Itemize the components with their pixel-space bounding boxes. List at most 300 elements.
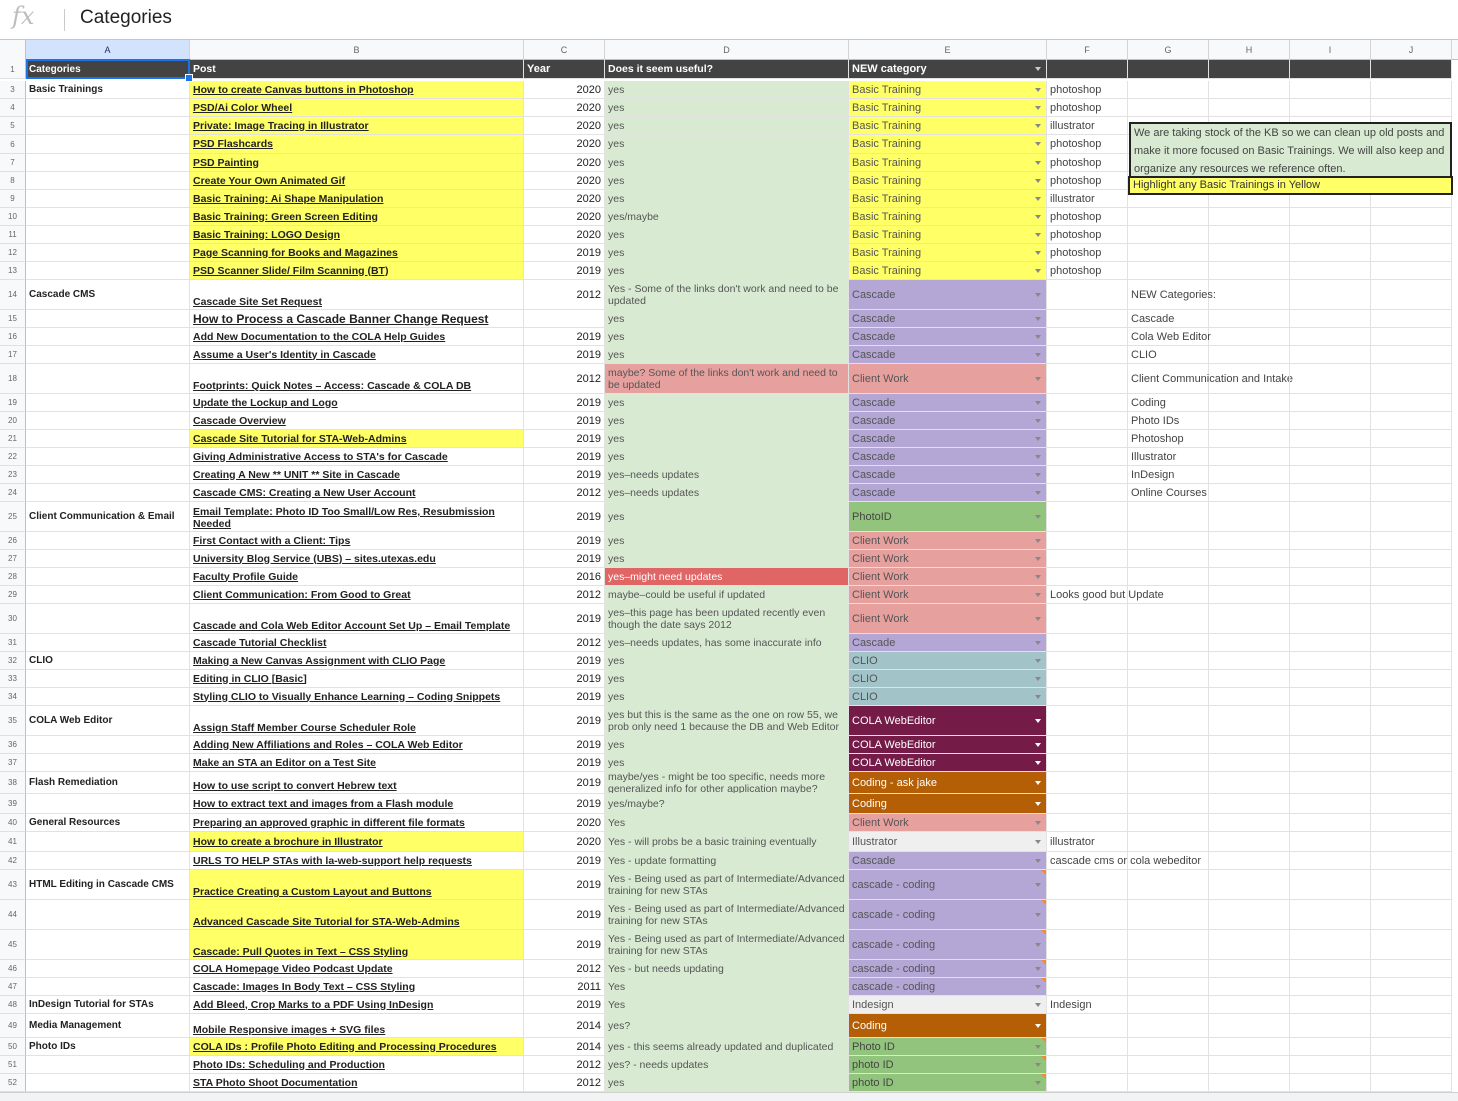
dropdown-arrow-icon[interactable] [1035,593,1041,597]
post-link[interactable]: Basic Training: LOGO Design [193,228,341,241]
post-link-cell[interactable] [190,154,524,172]
post-link-cell[interactable] [190,448,524,466]
year-cell[interactable] [524,81,605,99]
dropdown-arrow-icon[interactable] [1035,1024,1041,1028]
year-cell[interactable] [524,226,605,244]
post-link[interactable]: Create Your Own Animated Gif [193,174,346,187]
empty-cell[interactable] [1371,960,1452,978]
dropdown-arrow-icon[interactable] [1035,1045,1041,1049]
year-cell[interactable] [524,190,605,208]
post-link[interactable]: COLA Homepage Video Podcast Update [193,962,393,975]
category-cell[interactable] [26,772,190,794]
header-cell-empty[interactable] [1128,60,1209,79]
post-link[interactable]: Making a New Canvas Assignment with CLIO Page [193,654,446,667]
category-cell[interactable] [26,190,190,208]
year-cell[interactable] [524,1056,605,1074]
dropdown-arrow-icon[interactable] [1035,913,1041,917]
usefulness-cell[interactable] [605,484,849,502]
usefulness-cell[interactable] [605,208,849,226]
dropdown-arrow-icon[interactable] [1035,802,1041,806]
new-categories-cell[interactable] [1128,412,1209,430]
usefulness-cell[interactable] [605,99,849,117]
category-cell[interactable] [26,960,190,978]
empty-cell[interactable] [1371,99,1452,117]
new-category-dropdown[interactable] [849,484,1047,502]
year-cell[interactable] [524,688,605,706]
row-header[interactable]: 32 [0,652,26,670]
new-categories-cell[interactable] [1128,81,1209,99]
post-link[interactable]: Cascade CMS: Creating a New User Account [193,486,416,499]
post-link-cell[interactable] [190,586,524,604]
empty-cell[interactable] [1209,772,1290,794]
new-categories-cell[interactable] [1128,586,1209,604]
post-link[interactable]: How to use script to convert Hebrew text [193,780,397,792]
new-categories-cell[interactable] [1128,550,1209,568]
empty-cell[interactable] [1290,484,1371,502]
new-categories-cell[interactable] [1128,930,1209,960]
new-category-dropdown[interactable] [849,99,1047,117]
usefulness-cell[interactable] [605,772,849,794]
software-cell[interactable] [1047,484,1128,502]
new-category-dropdown[interactable] [849,208,1047,226]
year-cell[interactable] [524,772,605,794]
year-cell[interactable] [524,550,605,568]
new-category-dropdown[interactable] [849,814,1047,832]
category-cell[interactable] [26,814,190,832]
empty-cell[interactable] [1209,226,1290,244]
dropdown-arrow-icon[interactable] [1035,161,1041,165]
category-cell[interactable] [26,412,190,430]
new-category-dropdown[interactable] [849,706,1047,736]
software-cell[interactable] [1047,670,1128,688]
software-cell[interactable] [1047,900,1128,930]
row-header[interactable]: 41 [0,832,26,852]
year-cell[interactable] [524,346,605,364]
post-link[interactable]: Adding New Affiliations and Roles – COLA Web Editor [193,738,463,751]
empty-cell[interactable] [1371,670,1452,688]
row-header[interactable]: 48 [0,996,26,1014]
dropdown-arrow-icon[interactable] [1035,437,1041,441]
row-header[interactable]: 14 [0,280,26,310]
post-link-cell[interactable] [190,604,524,634]
post-link-cell[interactable] [190,754,524,772]
dropdown-arrow-icon[interactable] [1035,401,1041,405]
empty-cell[interactable] [1290,900,1371,930]
usefulness-cell[interactable] [605,328,849,346]
empty-cell[interactable] [1209,930,1290,960]
row-header[interactable]: 23 [0,466,26,484]
software-cell[interactable] [1047,81,1128,99]
empty-cell[interactable] [1371,81,1452,99]
empty-cell[interactable] [1209,568,1290,586]
post-link[interactable]: University Blog Service (UBS) – sites.utexas.edu [193,552,436,565]
dropdown-arrow-icon[interactable] [1035,695,1041,699]
usefulness-cell[interactable] [605,634,849,652]
new-categories-cell[interactable] [1128,604,1209,634]
category-cell[interactable] [26,550,190,568]
empty-cell[interactable] [1209,870,1290,900]
new-categories-cell[interactable] [1128,1074,1209,1092]
dropdown-arrow-icon[interactable] [1035,985,1041,989]
usefulness-cell[interactable] [605,1038,849,1056]
header-cell-empty[interactable] [1047,60,1128,79]
year-cell[interactable] [524,244,605,262]
year-cell[interactable] [524,930,605,960]
dropdown-arrow-icon[interactable] [1035,491,1041,495]
software-cell[interactable] [1047,930,1128,960]
category-cell[interactable] [26,226,190,244]
row-header[interactable]: 21 [0,430,26,448]
new-categories-cell[interactable] [1128,1056,1209,1074]
empty-cell[interactable] [1371,754,1452,772]
row-header[interactable]: 47 [0,978,26,996]
empty-cell[interactable] [1209,736,1290,754]
category-cell[interactable] [26,652,190,670]
post-link[interactable]: Styling CLIO to Visually Enhance Learning – Coding Snippets [193,690,501,703]
new-category-dropdown[interactable] [849,81,1047,99]
category-cell[interactable] [26,670,190,688]
row-header[interactable]: 42 [0,852,26,870]
category-cell[interactable] [26,996,190,1014]
post-link-cell[interactable] [190,900,524,930]
post-link[interactable]: STA Photo Shoot Documentation [193,1076,358,1089]
empty-cell[interactable] [1290,688,1371,706]
column-header-i[interactable]: I [1290,40,1371,60]
new-category-dropdown[interactable] [849,466,1047,484]
dropdown-arrow-icon[interactable] [1035,142,1041,146]
empty-cell[interactable] [1209,978,1290,996]
row-header[interactable]: 29 [0,586,26,604]
usefulness-cell[interactable] [605,532,849,550]
header-cell-e[interactable] [849,60,1047,79]
empty-cell[interactable] [1371,736,1452,754]
new-category-dropdown[interactable] [849,532,1047,550]
new-categories-cell[interactable] [1128,736,1209,754]
software-cell[interactable] [1047,604,1128,634]
year-cell[interactable] [524,448,605,466]
dropdown-arrow-icon[interactable] [1035,617,1041,621]
new-category-dropdown[interactable] [849,502,1047,532]
new-category-dropdown[interactable] [849,190,1047,208]
column-header-e[interactable]: E [849,40,1047,60]
new-categories-cell[interactable] [1128,772,1209,794]
software-cell[interactable] [1047,1014,1128,1038]
dropdown-arrow-icon[interactable] [1035,575,1041,579]
software-cell[interactable] [1047,832,1128,852]
category-cell[interactable] [26,532,190,550]
usefulness-cell[interactable] [605,430,849,448]
empty-cell[interactable] [1209,634,1290,652]
header-cell-a[interactable] [26,60,190,79]
row-header[interactable]: 13 [0,262,26,280]
year-cell[interactable] [524,466,605,484]
category-cell[interactable] [26,1014,190,1038]
year-cell[interactable] [524,430,605,448]
year-cell[interactable] [524,364,605,394]
row-header[interactable]: 1 [0,60,26,79]
empty-cell[interactable] [1371,568,1452,586]
dropdown-arrow-icon[interactable] [1035,251,1041,255]
empty-cell[interactable] [1290,978,1371,996]
empty-cell[interactable] [1290,794,1371,814]
year-cell[interactable] [524,852,605,870]
select-all-corner[interactable] [0,40,26,60]
empty-cell[interactable] [1371,996,1452,1014]
software-cell[interactable] [1047,412,1128,430]
dropdown-arrow-icon[interactable] [1035,233,1041,237]
spreadsheet-grid[interactable] [0,40,1458,1100]
post-link-cell[interactable] [190,832,524,852]
post-link-cell[interactable] [190,430,524,448]
post-link[interactable]: How to Process a Cascade Banner Change Request [193,311,489,326]
software-cell[interactable] [1047,706,1128,736]
empty-cell[interactable] [1290,772,1371,794]
new-category-dropdown[interactable] [849,688,1047,706]
software-cell[interactable] [1047,328,1128,346]
usefulness-cell[interactable] [605,394,849,412]
dropdown-arrow-icon[interactable] [1035,473,1041,477]
empty-cell[interactable] [1209,430,1290,448]
row-header[interactable]: 5 [0,117,26,135]
dropdown-arrow-icon[interactable] [1035,419,1041,423]
empty-cell[interactable] [1209,706,1290,736]
software-cell[interactable] [1047,135,1128,154]
software-cell[interactable] [1047,550,1128,568]
new-categories-cell[interactable] [1128,996,1209,1014]
empty-cell[interactable] [1371,1056,1452,1074]
new-categories-cell[interactable] [1128,832,1209,852]
new-category-dropdown[interactable] [849,794,1047,814]
post-link[interactable]: Advanced Cascade Site Tutorial for STA-Web-Admins [193,916,460,928]
software-cell[interactable] [1047,154,1128,172]
post-link-cell[interactable] [190,81,524,99]
empty-cell[interactable] [1209,81,1290,99]
column-header-b[interactable]: B [190,40,524,60]
year-cell[interactable] [524,900,605,930]
usefulness-cell[interactable] [605,852,849,870]
empty-cell[interactable] [1371,484,1452,502]
usefulness-cell[interactable] [605,262,849,280]
category-cell[interactable] [26,135,190,154]
empty-cell[interactable] [1371,688,1452,706]
category-cell[interactable] [26,448,190,466]
new-category-dropdown[interactable] [849,135,1047,154]
usefulness-cell[interactable] [605,736,849,754]
empty-cell[interactable] [1371,1014,1452,1038]
software-cell[interactable] [1047,226,1128,244]
dropdown-arrow-icon[interactable] [1035,781,1041,785]
column-header-g[interactable]: G [1128,40,1209,60]
category-cell[interactable] [26,117,190,135]
category-cell[interactable] [26,262,190,280]
empty-cell[interactable] [1371,226,1452,244]
row-header[interactable]: 12 [0,244,26,262]
new-category-dropdown[interactable] [849,978,1047,996]
header-cell-d[interactable] [605,60,849,79]
post-link-cell[interactable] [190,960,524,978]
new-category-dropdown[interactable] [849,586,1047,604]
category-cell[interactable] [26,870,190,900]
empty-cell[interactable] [1290,208,1371,226]
software-cell[interactable] [1047,852,1202,870]
year-cell[interactable] [524,736,605,754]
post-link-cell[interactable] [190,634,524,652]
usefulness-cell[interactable] [605,930,849,960]
post-link-cell[interactable] [190,208,524,226]
post-link[interactable]: Cascade Tutorial Checklist [193,636,327,649]
empty-cell[interactable] [1371,852,1452,870]
post-link-cell[interactable] [190,996,524,1014]
row-header[interactable]: 4 [0,99,26,117]
category-cell[interactable] [26,794,190,814]
post-link[interactable]: Cascade: Pull Quotes in Text – CSS Styling [193,946,409,958]
post-link-cell[interactable] [190,794,524,814]
dropdown-arrow-icon[interactable] [1035,353,1041,357]
category-cell[interactable] [26,328,190,346]
empty-cell[interactable] [1209,262,1290,280]
software-cell[interactable] [1047,568,1128,586]
usefulness-cell[interactable] [605,310,849,328]
row-header[interactable]: 19 [0,394,26,412]
category-cell[interactable] [26,208,190,226]
empty-cell[interactable] [1290,634,1371,652]
new-categories-cell[interactable] [1128,484,1209,502]
row-header[interactable]: 17 [0,346,26,364]
empty-cell[interactable] [1209,960,1290,978]
new-categories-cell[interactable] [1128,466,1209,484]
new-category-dropdown[interactable] [849,550,1047,568]
post-link-cell[interactable] [190,310,524,328]
empty-cell[interactable] [1209,1038,1290,1056]
post-link[interactable]: First Contact with a Client: Tips [193,534,351,547]
empty-cell[interactable] [1290,550,1371,568]
year-cell[interactable] [524,814,605,832]
highlight-note-cell[interactable] [1128,176,1453,195]
new-category-dropdown[interactable] [849,652,1047,670]
new-categories-cell[interactable] [1128,328,1209,346]
year-cell[interactable] [524,870,605,900]
new-categories-cell[interactable] [1128,870,1209,900]
software-cell[interactable] [1047,394,1128,412]
category-cell[interactable] [26,502,190,532]
new-category-dropdown[interactable] [849,412,1047,430]
empty-cell[interactable] [1371,978,1452,996]
row-header[interactable]: 9 [0,190,26,208]
empty-cell[interactable] [1371,502,1452,532]
new-category-dropdown[interactable] [849,394,1047,412]
dropdown-arrow-icon[interactable] [1035,215,1041,219]
row-header[interactable]: 18 [0,364,26,394]
empty-cell[interactable] [1290,412,1371,430]
empty-cell[interactable] [1371,604,1452,634]
category-cell[interactable] [26,81,190,99]
usefulness-cell[interactable] [605,244,849,262]
empty-cell[interactable] [1371,814,1452,832]
empty-cell[interactable] [1371,208,1452,226]
empty-cell[interactable] [1290,1014,1371,1038]
empty-cell[interactable] [1371,634,1452,652]
usefulness-cell[interactable] [605,280,849,310]
year-cell[interactable] [524,706,605,736]
row-header[interactable]: 25 [0,502,26,532]
post-link[interactable]: Page Scanning for Books and Magazines [193,246,398,259]
empty-cell[interactable] [1290,736,1371,754]
year-cell[interactable] [524,412,605,430]
empty-cell[interactable] [1290,364,1371,394]
empty-cell[interactable] [1290,814,1371,832]
year-cell[interactable] [524,262,605,280]
year-cell[interactable] [524,99,605,117]
empty-cell[interactable] [1290,466,1371,484]
new-category-dropdown[interactable] [849,634,1047,652]
post-link-cell[interactable] [190,688,524,706]
empty-cell[interactable] [1290,448,1371,466]
software-cell[interactable] [1047,172,1128,190]
year-cell[interactable] [524,502,605,532]
usefulness-cell[interactable] [605,794,849,814]
software-cell[interactable] [1047,190,1128,208]
empty-cell[interactable] [1209,502,1290,532]
category-cell[interactable] [26,172,190,190]
usefulness-cell[interactable] [605,1074,849,1092]
software-cell[interactable] [1047,870,1128,900]
post-link-cell[interactable] [190,1056,524,1074]
empty-cell[interactable] [1290,568,1371,586]
year-cell[interactable] [524,154,605,172]
formula-input[interactable]: Categories [80,7,172,28]
category-cell[interactable] [26,364,190,394]
post-link[interactable]: Add Bleed, Crop Marks to a PDF Using InDesign [193,998,434,1011]
dropdown-arrow-icon[interactable] [1035,67,1041,71]
empty-cell[interactable] [1209,1074,1290,1092]
new-categories-cell[interactable] [1128,652,1209,670]
empty-cell[interactable] [1371,466,1452,484]
new-categories-cell[interactable] [1128,244,1209,262]
category-cell[interactable] [26,346,190,364]
empty-cell[interactable] [1290,244,1371,262]
column-header-h[interactable]: H [1209,40,1290,60]
post-link[interactable]: Assign Staff Member Course Scheduler Role [193,722,416,734]
new-categories-cell[interactable] [1128,532,1209,550]
new-categories-cell[interactable] [1128,852,1209,870]
category-cell[interactable] [26,430,190,448]
new-categories-cell[interactable] [1128,430,1209,448]
empty-cell[interactable] [1209,754,1290,772]
row-header[interactable]: 45 [0,930,26,960]
dropdown-arrow-icon[interactable] [1035,317,1041,321]
dropdown-arrow-icon[interactable] [1035,88,1041,92]
empty-cell[interactable] [1209,794,1290,814]
row-header[interactable]: 22 [0,448,26,466]
new-categories-cell[interactable] [1128,960,1209,978]
software-cell[interactable] [1047,208,1128,226]
new-category-dropdown[interactable] [849,772,1047,794]
post-link-cell[interactable] [190,172,524,190]
category-cell[interactable] [26,754,190,772]
year-cell[interactable] [524,117,605,135]
usefulness-cell[interactable] [605,978,849,996]
row-header[interactable]: 34 [0,688,26,706]
new-category-dropdown[interactable] [849,754,1047,772]
new-category-dropdown[interactable] [849,364,1047,394]
year-cell[interactable] [524,604,605,634]
row-header[interactable]: 37 [0,754,26,772]
row-header[interactable]: 8 [0,172,26,190]
post-link[interactable]: Practice Creating a Custom Layout and Buttons [193,886,432,898]
year-cell[interactable] [524,208,605,226]
empty-cell[interactable] [1371,930,1452,960]
post-link[interactable]: Editing in CLIO [Basic] [193,672,307,685]
